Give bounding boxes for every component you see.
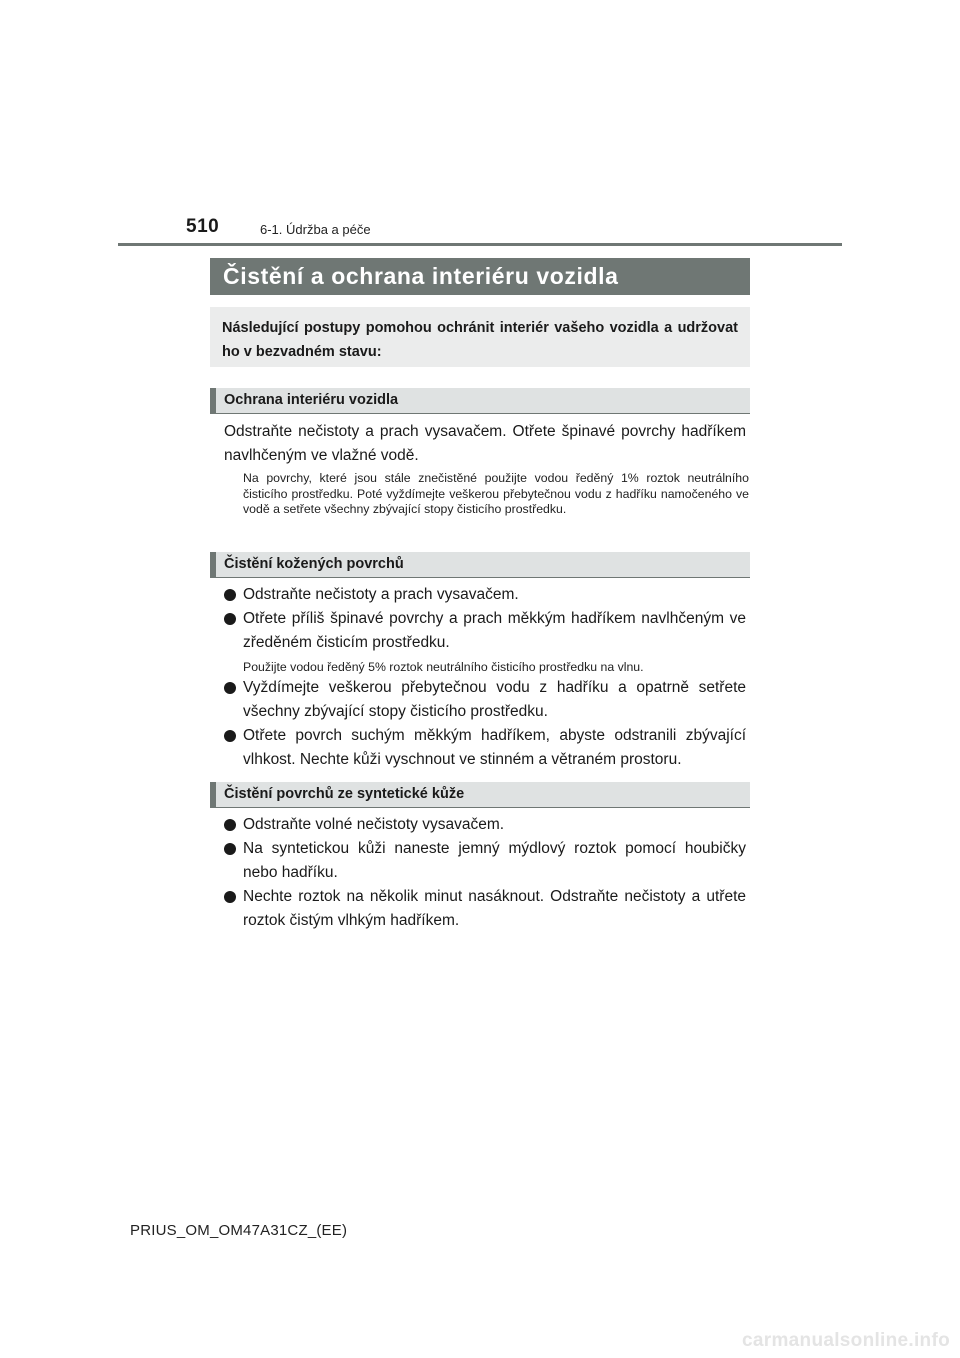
list-item-text: Na syntetickou kůži naneste jemný mýdlový roztok pomocí houbičky nebo hadříku. [243, 840, 746, 881]
list-item-text: Vyždímejte veškerou přebytečnou vodu z hadříku a opatrně setřete všechny zbývající stopy čisticího prostředku. [243, 679, 746, 720]
section-heading-interior-protection: Ochrana interiéru vozidla [210, 388, 750, 414]
list-item [224, 724, 746, 772]
section-heading-leather: Čistění kožených povrchů [210, 552, 750, 578]
bullet-icon [224, 613, 236, 625]
list-item [224, 676, 746, 724]
list-item-text: Odstraňte nečistoty a prach vysavačem. [243, 586, 519, 603]
watermark: carmanualsonline.info [742, 1330, 950, 1351]
list-item [224, 885, 746, 933]
document-code-footer: PRIUS_OM_OM47A31CZ_(EE) [130, 1222, 348, 1239]
section-text-interior-protection: Odstraňte nečistoty a prach vysavačem. Otřete špinavé povrchy hadříkem navlhčeným ve vlažné vodě. [224, 423, 746, 464]
bullet-icon [224, 843, 236, 855]
list-item [224, 583, 746, 607]
section-heading-synthetic-leather: Čistění povrchů ze syntetické kůže [210, 782, 750, 808]
list-item-text: Nechte roztok na několik minut nasáknout. Odstraňte nečistoty a utřete roztok čistým vlhkým hadříkem. [243, 888, 746, 929]
bullet-icon [224, 891, 236, 903]
bullet-icon [224, 589, 236, 601]
header-rule [118, 243, 842, 246]
list-item-note: Použijte vodou ředěný 5% roztok neutrálního čisticího prostředku na vlnu. [243, 660, 644, 674]
bullet-icon [224, 730, 236, 742]
list-item [224, 837, 746, 885]
page-title: Čistění a ochrana interiéru vozidla [210, 258, 750, 295]
leather-bullet-list [224, 583, 746, 772]
list-item [224, 607, 746, 655]
bullet-icon [224, 682, 236, 694]
intro-box: Následující postupy pomohou ochránit interiér vašeho vozidla a udržovat ho v bezvadném stavu: [210, 307, 750, 367]
list-item-text: Otřete příliš špinavé povrchy a prach měkkým hadříkem navlhčeným ve zředěném čisticím prostředku. [243, 610, 746, 651]
page-number: 510 [186, 216, 220, 237]
section-note-interior-protection: Na povrchy, které jsou stále znečistěné použijte vodou ředěný 1% roztok neutrálního čisticího prostředku. Poté vyždímejte veškerou přebytečnou vodu z hadříku namočeného ve vodě a setřete všechny zbývající stopy čisticího prostředku. [243, 471, 749, 516]
chapter-title: 6-1. Údržba a péče [260, 222, 371, 237]
list-item-text: Otřete povrch suchým měkkým hadříkem, abyste odstranili zbývající vlhkost. Nechte kůži vyschnout ve stinném a větraném prostoru. [243, 727, 746, 768]
synthetic-leather-bullet-list [224, 813, 746, 933]
list-item-text: Odstraňte volné nečistoty vysavačem. [243, 816, 505, 833]
list-item [224, 813, 746, 837]
bullet-icon [224, 819, 236, 831]
